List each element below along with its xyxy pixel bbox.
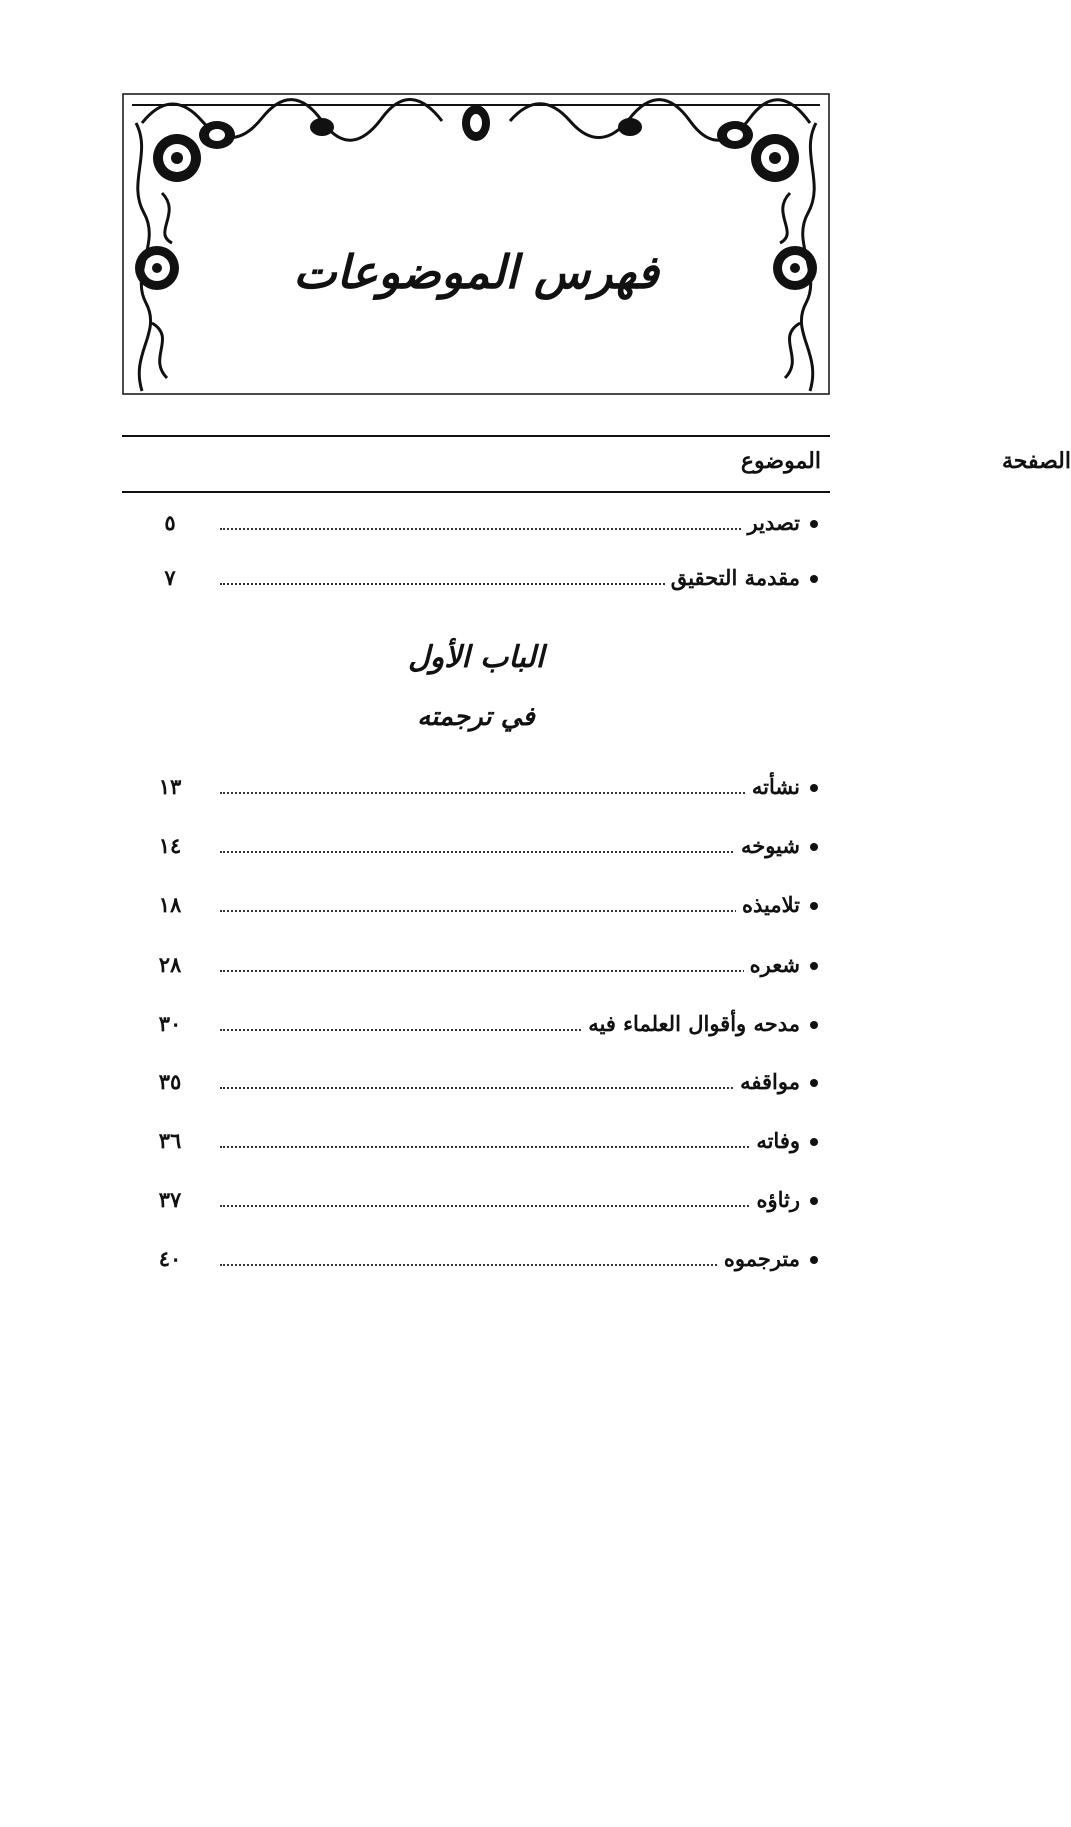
index-entry (122, 1009, 830, 1043)
index-entry (122, 508, 830, 542)
dot-leader (220, 851, 800, 853)
entry-page-number: ٣٧ (158, 1187, 182, 1212)
entry-label: مواقفه (734, 1067, 800, 1097)
header-top-rule (122, 435, 830, 437)
chapter-subtitle: في ترجمته (417, 702, 535, 732)
index-entry (122, 772, 830, 806)
index-entry (122, 1185, 830, 1219)
dot-leader (220, 970, 800, 972)
index-entry (122, 890, 830, 924)
index-entry (122, 1126, 830, 1160)
bullet-icon (810, 962, 818, 970)
entry-label: نشأته (746, 772, 800, 802)
entry-label: وفاته (750, 1126, 800, 1156)
dot-leader (220, 1146, 800, 1148)
page-title: فهرس الموضوعات (293, 245, 659, 299)
entry-label: رثاؤه (750, 1185, 800, 1215)
index-entry (122, 563, 830, 597)
index-entry (122, 950, 830, 984)
dot-leader (220, 792, 800, 794)
entry-label: تلاميذه (736, 890, 800, 920)
bullet-icon (810, 575, 818, 583)
bullet-icon (810, 1256, 818, 1264)
dot-leader (220, 528, 800, 530)
bullet-icon (810, 1079, 818, 1087)
entry-page-number: ٣٥ (158, 1069, 182, 1094)
entry-page-number: ٧ (164, 565, 176, 590)
entry-page-number: ٣٠ (158, 1011, 182, 1036)
index-entry (122, 1067, 830, 1101)
dot-leader (220, 1205, 800, 1207)
index-entry (122, 1244, 830, 1278)
entry-page-number: ٣٦ (158, 1128, 182, 1153)
page-column-header: الصفحة (1001, 448, 1071, 474)
dot-leader (220, 1264, 800, 1266)
entry-page-number: ١٤ (158, 833, 182, 858)
entry-page-number: ١٨ (158, 892, 182, 917)
dot-leader (220, 910, 800, 912)
header-bottom-rule (122, 491, 830, 493)
entry-label: شيوخه (735, 831, 800, 861)
bullet-icon (810, 902, 818, 910)
entry-label: شعره (744, 950, 800, 980)
topic-column-header: الموضوع (740, 448, 821, 474)
bullet-icon (810, 1021, 818, 1029)
index-entry (122, 831, 830, 865)
bullet-icon (810, 1197, 818, 1205)
entry-label: تصدير (741, 508, 800, 538)
dot-leader (220, 1087, 800, 1089)
bullet-icon (810, 784, 818, 792)
ornamental-frame (122, 93, 830, 395)
bullet-icon (810, 843, 818, 851)
chapter-title: الباب الأول (407, 640, 545, 675)
entry-label: مقدمة التحقيق (665, 563, 800, 593)
entry-label: مدحه وأقوال العلماء فيه (582, 1009, 800, 1039)
entry-page-number: ٤٠ (158, 1246, 182, 1271)
entry-label: مترجموه (718, 1244, 800, 1274)
bullet-icon (810, 1138, 818, 1146)
entry-page-number: ٢٨ (158, 952, 182, 977)
entry-page-number: ٥ (164, 510, 176, 535)
entry-page-number: ١٣ (158, 774, 182, 799)
bullet-icon (810, 520, 818, 528)
